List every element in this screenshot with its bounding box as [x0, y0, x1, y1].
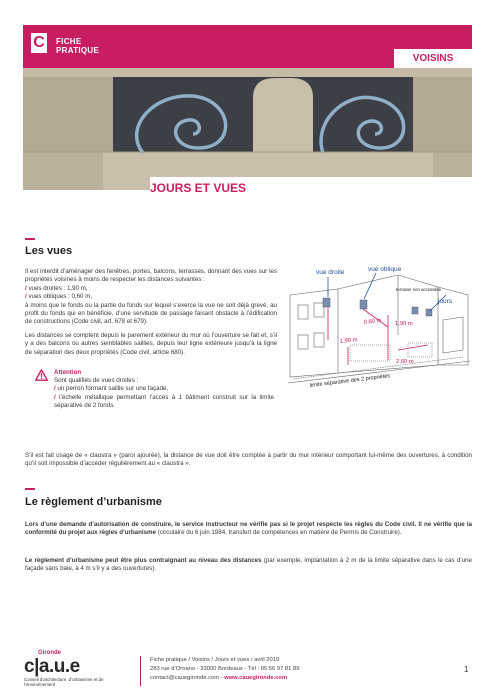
label-060: 0,60 m — [363, 317, 382, 326]
paragraph-claustra: S’il est fait usage de « claustra » (paroi ajourée), la distance de vue doit être comptée à partir du mur intérieur comportant lui-même des ouvertures, à condition qu’il soit impossible d’accéder régulièrement au « claustra ». — [25, 452, 472, 468]
label-jours: jours — [438, 298, 453, 305]
footer-info: Fiche pratique / Voisins / Jours et vues / avril 2019 283 rue d’Ornano - 33000 Bordeaux - Tél : 05 56 97 81 89 contact@cauegironde.com - www.cauegironde.com — [150, 657, 300, 681]
label-190-right: 1,90 m — [395, 321, 413, 327]
label-vue-oblique: vue oblique — [368, 266, 402, 273]
attention-title: Attention — [54, 369, 82, 376]
caue-logo-letter: C — [33, 34, 45, 51]
label-vue-droite: vue droite — [316, 269, 345, 276]
paragraph-urbanisme-1: Lors d’une demande d’autorisation de construire, le service instructeur ne vérifie pas si le projet respecte les règles du Code civil. Il ne vérifie que la conformité du projet aux règles d’urbanisme (circulaire du 6 juin 1984, transfert de compétences en matière de Permis de Construire). — [25, 521, 472, 537]
paragraph-urbanisme-2: Le règlement d’urbanisme peut être plus contraignant au niveau des distances (par exemple, implantation à 2 m de la limite séparative dans le cas d’une façade sans baie, à 4 m s’il y a des ouvertures). — [25, 557, 473, 573]
footer-gironde: Gironde — [38, 650, 62, 656]
section-marker — [25, 488, 35, 490]
vues-diagram — [288, 265, 470, 393]
footer-divider — [140, 656, 141, 686]
paragraph-vues-intro: Il est interdit d’aménager des fenêtres, portes, balcons, terrasses, donnant des vues sur les propriétés voisines à moins de respecter les distances suivantes : / vues droites : 1,90 m, / vues obliques : 0,60 m, à moins que le fonds ou la partie du fonds sur lequel s’exerce la vue ne soit déjà grevé, au profit du fonds qui en bénéficie, d’une servitude de passage faisant obstacle à l’édification de constructions (Code civil, art. 678 et 679). — [25, 268, 277, 326]
warning-icon — [35, 369, 48, 381]
stone-window-photo — [23, 68, 472, 190]
section-heading-vues: Les vues — [25, 245, 73, 257]
section-marker — [25, 238, 35, 240]
label-190-left: 1,90 m — [339, 337, 358, 345]
paragraph-distances: Les distances se comptent depuis le parement extérieur du mur où l’ouverture se fait et, s’il y a des balcons ou autres semblables saillies, depuis leur ligne extérieure jusqu’à la ligne de séparation des deux propriétés (Code civil, article 680). — [25, 332, 277, 356]
title-box — [150, 177, 472, 201]
category-tab: VOISINS — [394, 49, 472, 68]
caue-logo: c|a.u.e — [24, 656, 80, 677]
fiche-pratique-label: FICHE PRATIQUE — [56, 37, 100, 55]
attention-text: Sont qualifiés de vues droites : / un perron formant saillie sur une façade, / l’échelle métallique permettant l’accès à 1 bâtiment construit sur la limite séparative de 2 fonds. — [54, 377, 274, 410]
caue-logo-subtitle: Conseil d’architecture, d’urbanisme et de l’environnement — [24, 677, 104, 687]
label-260: 2,60 m — [396, 359, 414, 365]
page-number: 1 — [464, 665, 469, 674]
page-title: JOURS ET VUES — [150, 181, 247, 195]
header-band — [23, 25, 472, 68]
website-link[interactable]: www.cauegironde.com — [224, 675, 288, 681]
section-heading-urbanisme: Le règlement d’urbanisme — [25, 496, 162, 508]
label-limite: limite séparative des 2 propriétés — [309, 373, 391, 389]
header-photo — [23, 68, 472, 190]
label-terrasse: terrasse non accessible — [396, 287, 442, 292]
